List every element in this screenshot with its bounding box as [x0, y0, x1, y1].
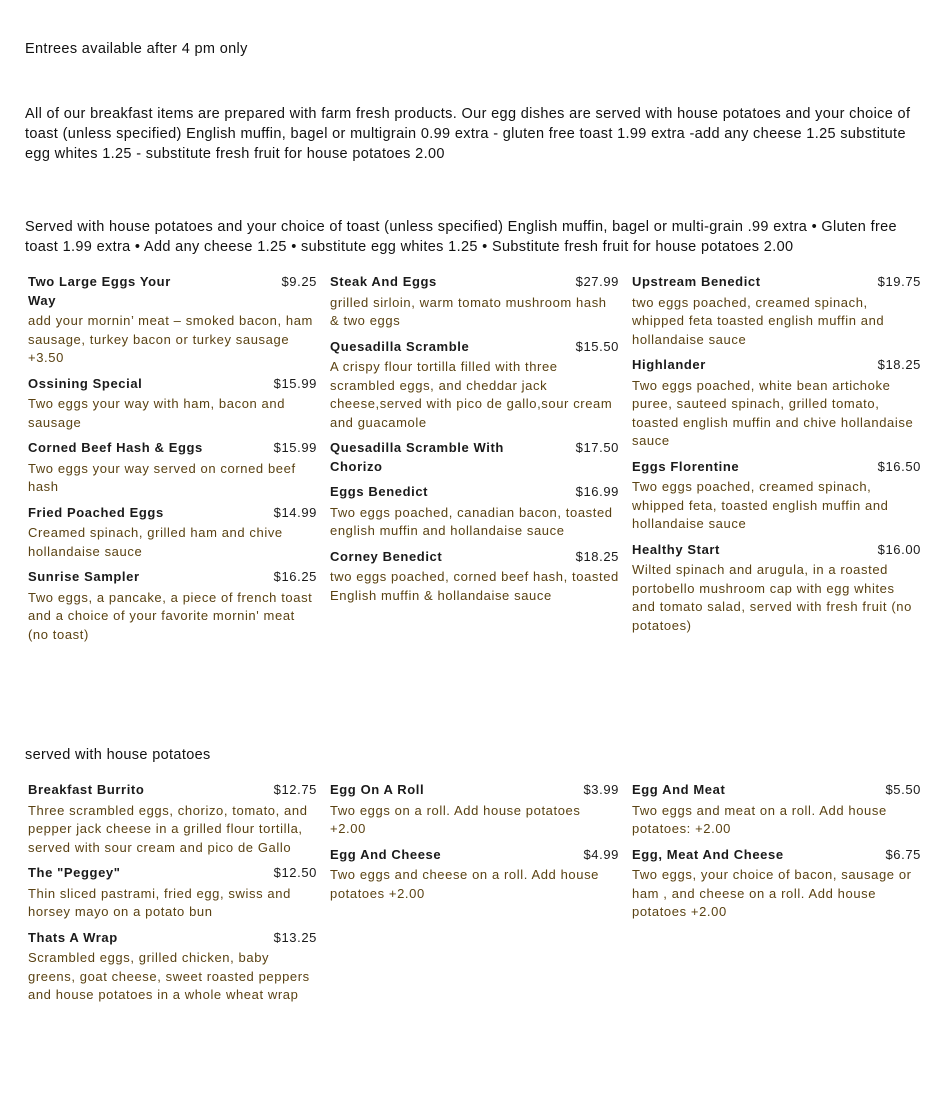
menu-item	[330, 483, 619, 541]
item-description: Two eggs poached, canadian bacon, toasted english muffin and hollandaise sauce	[330, 504, 613, 538]
item-description: Two eggs and cheese on a roll. Add house potatoes +2.00	[330, 867, 600, 901]
item-name: Upstream Benedict	[632, 274, 761, 289]
item-price: $18.25	[877, 357, 921, 372]
item-name: Corney Benedict	[330, 548, 443, 564]
item-name: Fried Poached Eggs	[28, 504, 164, 520]
item-price: $5.50	[885, 782, 921, 797]
menu-item	[632, 781, 921, 839]
item-name: Quesadilla Scramble	[330, 338, 470, 354]
menu-item	[632, 273, 921, 349]
item-description: Scrambled eggs, grilled chicken, baby greens, goat cheese, sweet roasted peppers and house potatoes in a whole wheat wrap	[28, 950, 310, 1002]
eggs-intro: Served with house potatoes and your choice of toast (unless specified) English muffin, bagel or multi-grain .99 extra • Gluten free toast 1.99 extra • Add any cheese 1.25 • substitute egg whites 1.25 • Substitute fresh fruit for house potatoes 2.00	[25, 219, 897, 255]
menu-item	[28, 781, 317, 857]
menu-item	[28, 864, 317, 922]
item-price: $16.25	[273, 569, 317, 584]
item-price: $3.99	[583, 782, 619, 797]
menu-item	[330, 548, 619, 606]
item-name: Quesadilla Scramble With Chorizo	[330, 440, 504, 474]
item-name: Ossining Special	[28, 375, 143, 391]
menu-item	[28, 929, 317, 1005]
item-name: The "Peggey"	[28, 865, 121, 880]
item-price: $12.50	[273, 865, 317, 880]
entrees-note: Entrees available after 4 pm only	[25, 41, 248, 57]
item-name: Healthy Start	[632, 541, 720, 557]
item-price: $12.75	[273, 782, 317, 797]
menu-item	[28, 273, 317, 368]
item-description: Wilted spinach and arugula, in a roasted portobello mushroom cap with egg whites and tomato salad, served with fresh fruit (no potatoes)	[632, 562, 912, 633]
item-description: Creamed spinach, grilled ham and chive hollandaise sauce	[28, 525, 283, 559]
item-price: $6.75	[885, 846, 921, 862]
item-name: Thats A Wrap	[28, 929, 118, 945]
item-description: two eggs poached, corned beef hash, toasted English muffin & hollandaise sauce	[330, 569, 619, 603]
sandwich-column-2	[330, 781, 619, 910]
item-name: Eggs Benedict	[330, 484, 429, 499]
item-price: $9.25	[281, 274, 317, 289]
item-description: Thin sliced pastrami, fried egg, swiss and horsey mayo on a potato bun	[28, 885, 291, 919]
item-price: $27.99	[575, 274, 619, 289]
item-description: Two eggs poached, creamed spinach, whipped feta, toasted english muffin and hollandaise sauce	[632, 479, 889, 531]
menu-item	[28, 439, 317, 497]
sandwich-column-1	[28, 781, 317, 1012]
eggs-column-3	[632, 273, 921, 642]
item-description: A crispy flour tortilla filled with three scrambled eggs, and cheddar jack cheese,served with pico de gallo,sour cream and guacamole	[330, 359, 613, 430]
menu-item	[330, 781, 619, 839]
item-description: Three scrambled eggs, chorizo, tomato, and pepper jack cheese in a grilled flour tortilla, served with sour cream and pico de Gallo	[28, 802, 308, 855]
item-name: Eggs Florentine	[632, 458, 740, 474]
item-description: two eggs poached, creamed spinach, whipped feta toasted english muffin and hollandaise sauce	[632, 294, 885, 347]
item-price: $16.99	[575, 484, 619, 499]
item-name: Egg, Meat And Cheese	[632, 846, 784, 862]
item-name: Corned Beef Hash & Eggs	[28, 440, 203, 455]
menu-item	[330, 846, 619, 904]
menu-item	[330, 273, 619, 331]
menu-item	[632, 356, 921, 451]
item-price: $18.25	[575, 548, 619, 564]
item-price: $15.99	[273, 440, 317, 455]
menu-item	[28, 375, 317, 433]
sandwich-intro: served with house potatoes	[25, 747, 211, 763]
item-name: Egg And Meat	[632, 782, 726, 797]
item-price: $14.99	[273, 504, 317, 520]
item-description: Two eggs poached, white bean artichoke puree, sauteed spinach, grilled tomato, toasted english muffin and chive hollandaise sauce	[632, 377, 914, 448]
item-price: $16.50	[877, 458, 921, 474]
item-price: $16.00	[877, 541, 921, 557]
item-name: Steak And Eggs	[330, 274, 437, 289]
sandwich-column-3	[632, 781, 921, 929]
item-description: Two eggs your way with ham, bacon and sausage	[28, 396, 286, 430]
item-description: Two eggs on a roll. Add house potatoes +2.00	[330, 802, 581, 836]
item-description: Two eggs your way served on corned beef hash	[28, 460, 296, 494]
item-description: add your mornin’ meat – smoked bacon, ham sausage, turkey bacon or turkey sausage +3.50	[28, 313, 313, 365]
menu-item	[632, 541, 921, 636]
item-description: grilled sirloin, warm tomato mushroom hash & two eggs	[330, 294, 607, 328]
item-description: Two eggs and meat on a roll. Add house potatoes: +2.00	[632, 802, 887, 836]
item-description: Two eggs, a pancake, a piece of french toast and a choice of your favorite mornin' meat (no toast)	[28, 589, 313, 642]
item-name: Sunrise Sampler	[28, 569, 140, 584]
eggs-column-2	[330, 273, 619, 612]
item-description: Two eggs, your choice of bacon, sausage or ham , and cheese on a roll. Add house potatoes +2.00	[632, 867, 912, 919]
breakfast-intro: All of our breakfast items are prepared with farm fresh products. Our egg dishes are served with house potatoes and your choice of toast (unless specified) English muffin, bagel or multigrain 0.99 extra - gluten free toast 1.99 extra -add any cheese 1.25 substitute egg whites 1.25 - substitute fresh fruit for house potatoes 2.00	[25, 106, 911, 162]
item-name: Two Large Eggs Your Way	[28, 274, 171, 308]
item-price: $4.99	[583, 846, 619, 862]
menu-item	[28, 504, 317, 562]
item-name: Egg And Cheese	[330, 846, 442, 862]
item-price: $15.50	[575, 338, 619, 354]
item-name: Breakfast Burrito	[28, 782, 145, 797]
item-price: $13.25	[273, 929, 317, 945]
menu-item	[632, 458, 921, 534]
item-price: $19.75	[877, 274, 921, 289]
item-price: $17.50	[575, 440, 619, 455]
item-price: $15.99	[273, 375, 317, 391]
item-name: Egg On A Roll	[330, 782, 425, 797]
menu-item	[330, 338, 619, 433]
menu-item	[330, 439, 619, 476]
item-name: Highlander	[632, 357, 706, 372]
menu-item	[632, 846, 921, 922]
menu-item	[28, 568, 317, 644]
eggs-column-1	[28, 273, 317, 651]
